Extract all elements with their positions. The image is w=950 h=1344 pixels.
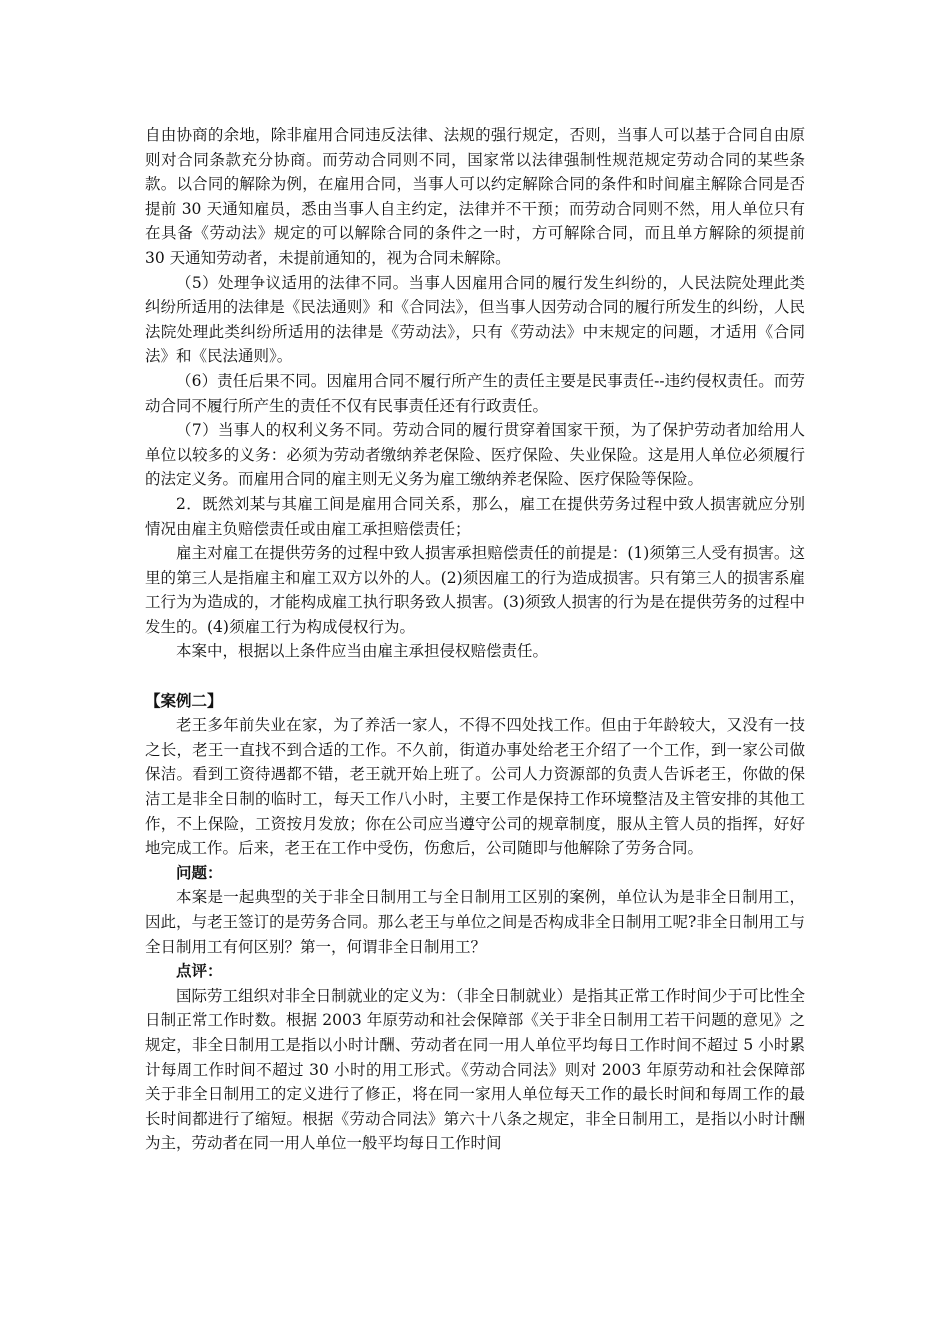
body-paragraph: （5）处理争议适用的法律不同。当事人因雇用合同的履行发生纠纷的，人民法院处理此类纠纷所适用的法律是《民法通则》和《合同法》，但当事人因劳动合同的履行所发生的纠纷，人民法院处理此类纠纷所适用的法律是《劳动法》，只有《劳动法》中末规定的问题，才适用《合同法》和《民法通则》。: [145, 273, 805, 366]
body-paragraph: （7）当事人的权利义务不同。劳动合同的履行贯穿着国家干预，为了保护劳动者加给用人单位以较多的义务：必须为劳动者缴纳养老保险、医疗保险、失业保险。这是用人单位必须履行的法定义务。而雇用合同的雇主则无义务为雇工缴纳养老保险、医疗保险等保险。: [145, 421, 805, 489]
document-body: [145, 123, 805, 1156]
body-paragraph: 2．既然刘某与其雇工间是雇用合同关系，那么，雇工在提供劳务过程中致人损害就应分别情况由雇主负赔偿责任或由雇工承担赔偿责任；: [145, 494, 805, 538]
body-paragraph: 雇主对雇工在提供劳务的过程中致人损害承担赔偿责任的前提是：(1)须第三人受有损害。这里的第三人是指雇主和雇工双方以外的人。(2)须因雇工的行为造成损害。只有第三人的损害系雇工行为为造成的，才能构成雇工执行职务致人损害。(3)须致人损害的行为是在提供劳务的过程中发生的。(4)须雇工行为构成侵权行为。: [145, 544, 805, 636]
body-paragraph: 本案是一起典型的关于非全日制用工与全日制用工区别的案例，单位认为是非全日制用工，因此，与老王签订的是劳务合同。那么老王与单位之间是否构成非全日制用工呢?非全日制用工与全日制用工有何区别？第一，何谓非全日制用工？: [145, 888, 805, 956]
body-paragraph: 老王多年前失业在家，为了养活一家人，不得不四处找工作。但由于年龄较大，又没有一技之长，老王一直找不到合适的工作。不久前，街道办事处给老王介绍了一个工作，到一家公司做保洁。看到工资待遇都不错，老王就开始上班了。公司人力资源部的负责人告诉老王，你做的保洁工是非全日制的临时工，每天工作八小时，主要工作是保持工作环境整洁及主管安排的其他工作，不上保险，工资按月发放；你在公司应当遵守公司的规章制度，服从主管人员的指挥，好好地完成工作。后来，老王在工作中受伤，伤愈后，公司随即与他解除了劳务合同。: [145, 716, 805, 858]
section-heading: 【案例二】: [145, 690, 223, 710]
section-heading: 点评：: [176, 961, 223, 981]
paragraph-gap: [145, 664, 805, 689]
body-paragraph: （6）责任后果不同。因雇用合同不履行所产生的责任主要是民事责任--违约侵权责任。而劳动合同不履行所产生的责任不仅有民事责任还有行政责任。: [145, 371, 805, 415]
body-paragraph: 本案中，根据以上条件应当由雇主承担侵权赔偿责任。: [176, 642, 549, 661]
section-heading: 问题：: [176, 862, 223, 882]
body-paragraph: 国际劳工组织对非全日制就业的定义为：（非全日制就业）是指其正常工作时间少于可比性全日制正常工作时数。根据 2003 年原劳动和社会保障部《关于非全日制用工若干问题的意见》之规定，非全日制用工是指以小时计酬、劳动者在同一用人单位平均每日工作时间不超过 5 小时累计每周工作时间不超过 30 小时的用工形式。《劳动合同法》则对 2003 年原劳动和社会保障部关于非全日制用工的定义进行了修正，将在同一家用人单位每天工作的最长时间和每周工作的最长时间都进行了缩短。根据《劳动合同法》第六十八条之规定，非全日制用工，是指以小时计酬为主，劳动者在同一用人单位一般平均每日工作时间: [145, 986, 805, 1153]
body-paragraph: 自由协商的余地，除非雇用合同违反法律、法规的强行规定，否则，当事人可以基于合同自由原则对合同条款充分协商。而劳动合同则不同，国家常以法律强制性规范规定劳动合同的某些条款。以合同的解除为例，在雇用合同，当事人可以约定解除合同的条件和时间雇主解除合同是否提前 30 天通知雇员，悉由当事人自主约定，法律并不干预；而劳动合同则不然，用人单位只有在具备《劳动法》规定的可以解除合同的条件之一时，方可解除合同，而且单方解除的须提前 30 天通知劳动者，未提前通知的，视为合同未解除。: [145, 126, 805, 267]
